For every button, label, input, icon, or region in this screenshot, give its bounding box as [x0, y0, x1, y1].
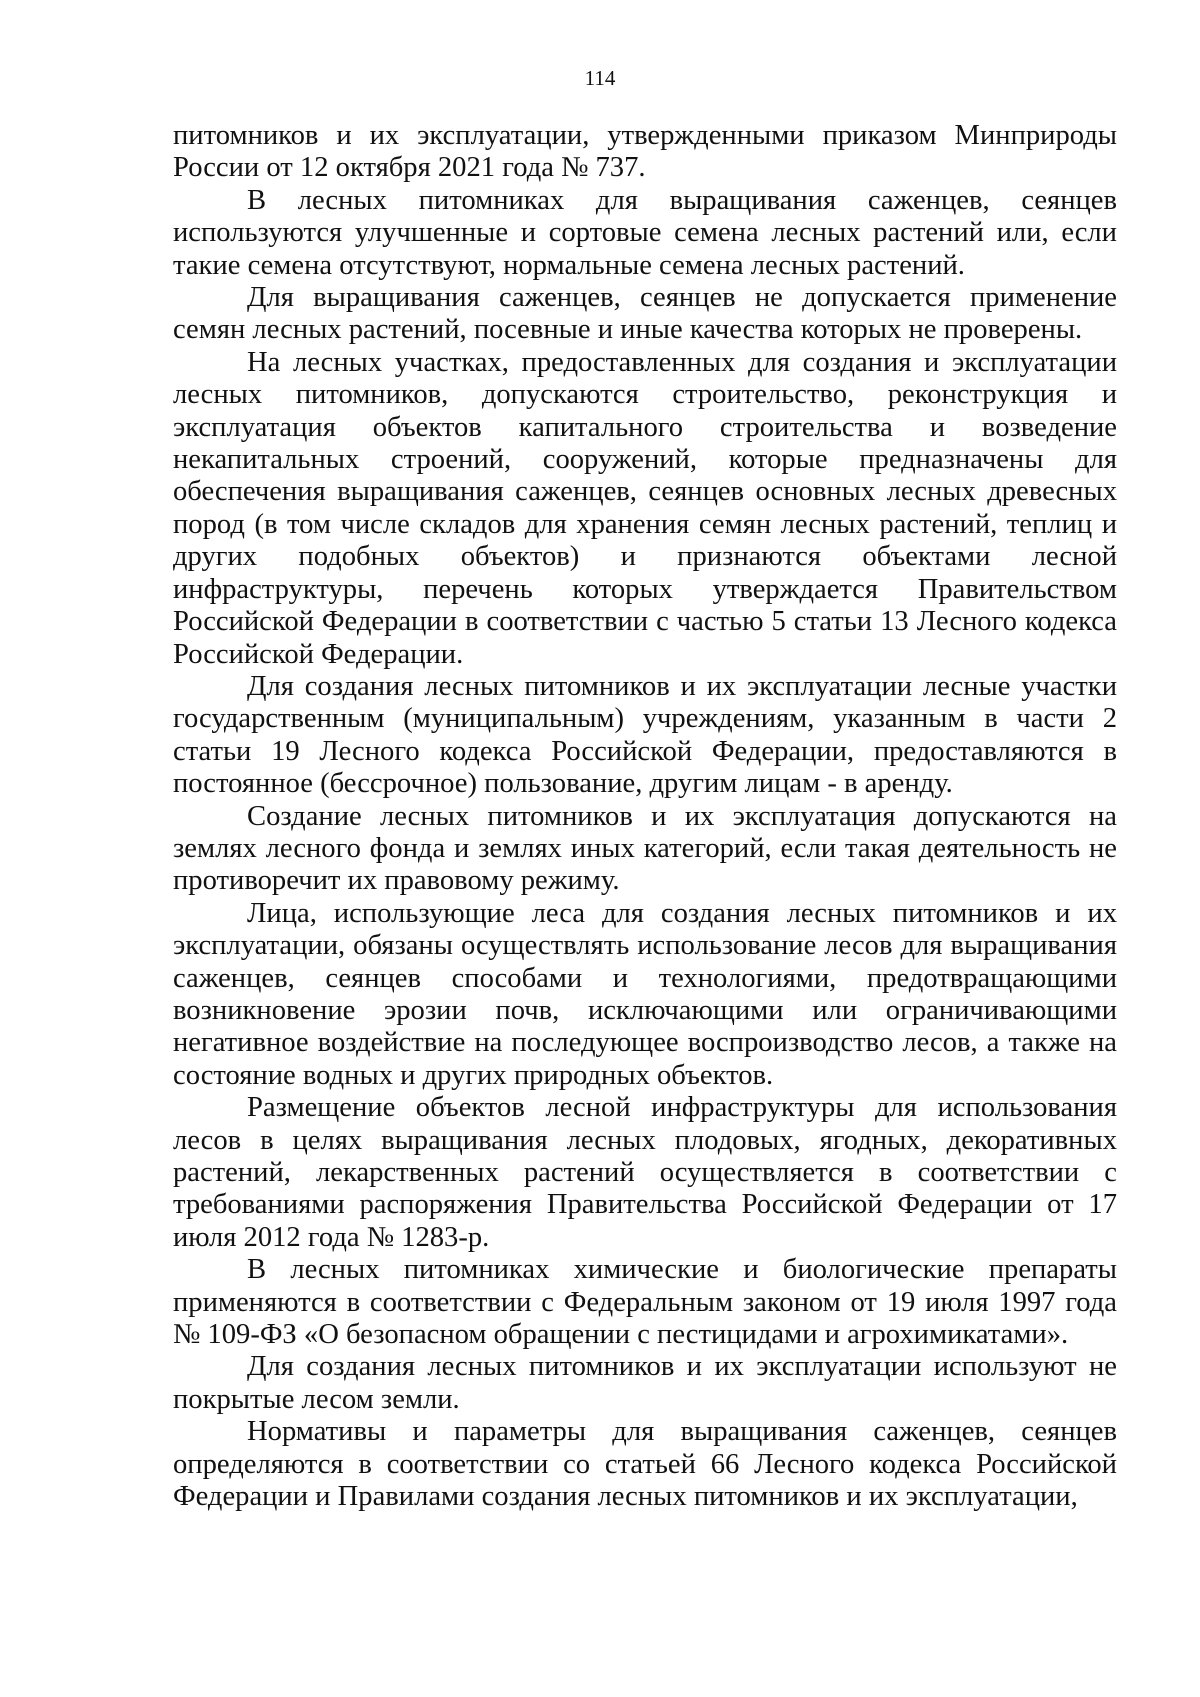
- paragraph-obligations: Лица, использующие леса для создания лесных питомников и их эксплуатации, обязаны осуществлять использование лесов для выращивания саженцев, сеянцев способами и технологиями, предотвращающими возникновение эрозии почв, исключающими или ограничивающими негативное воздействие на последующее воспроизводство лесов, а также на состояние водных и других природных объектов.: [173, 897, 1117, 1091]
- paragraph-land-categories: Создание лесных питомников и их эксплуатация допускаются на землях лесного фонда и землях иных категорий, если такая деятельность не противоречит их правовому режиму.: [173, 800, 1117, 897]
- paragraph-seed-quality: Для выращивания саженцев, сеянцев не допускается применение семян лесных растений, посевные и иные качества которых не проверены.: [173, 282, 1117, 346]
- paragraph-construction: На лесных участках, предоставленных для создания и эксплуатации лесных питомников, допускаются строительство, реконструкция и эксплуатация объектов капитального строительства и возведение некапитальных строений, сооружений, которые предназначены для обеспечения выращивания саженцев, сеянцев основных лесных древесных пород (в том числе складов для хранения семян лесных растений, теплиц и других подобных объектов) и признаются объектами лесной инфраструктуры, перечень которых утверждается Правительством Российской Федерации в соответствии с частью 5 статьи 13 Лесного кодекса Российской Федерации.: [173, 346, 1117, 670]
- paragraph-seeds: В лесных питомниках для выращивания саженцев, сеянцев используются улучшенные и сортовые семена лесных растений или, если такие семена отсутствуют, нормальные семена лесных растений.: [173, 184, 1117, 281]
- paragraph-norms: Нормативы и параметры для выращивания саженцев, сеянцев определяются в соответствии со статьей 66 Лесного кодекса Российской Федерации и Правилами создания лесных питомников и их эксплуатации,: [173, 1416, 1117, 1513]
- paragraph-chemicals: В лесных питомниках химические и биологические препараты применяются в соответствии с Федеральным законом от 19 июля 1997 года № 109-ФЗ «О безопасном обращении с пестицидами и агрохимикатами».: [173, 1254, 1117, 1351]
- page-number: 114: [584, 66, 616, 90]
- paragraph-continuation: питомников и их эксплуатации, утвержденными приказом Минприроды России от 12 октября 2021 года № 737.: [173, 120, 1117, 184]
- document-body: [173, 120, 1117, 1513]
- paragraph-infrastructure: Размещение объектов лесной инфраструктуры для использования лесов в целях выращивания лесных плодовых, ягодных, декоративных растений, лекарственных растений осуществляется в соответствии с требованиями распоряжения Правительства Российской Федерации от 17 июля 2012 года № 1283-р.: [173, 1092, 1117, 1253]
- paragraph-land-use: Для создания лесных питомников и их эксплуатации используют не покрытые лесом земли.: [173, 1351, 1117, 1415]
- paragraph-land-provision: Для создания лесных питомников и их эксплуатации лесные участки государственным (муниципальным) учреждениям, указанным в части 2 статьи 19 Лесного кодекса Российской Федерации, предоставляются в постоянное (бессрочное) пользование, другим лицам - в аренду.: [173, 670, 1117, 800]
